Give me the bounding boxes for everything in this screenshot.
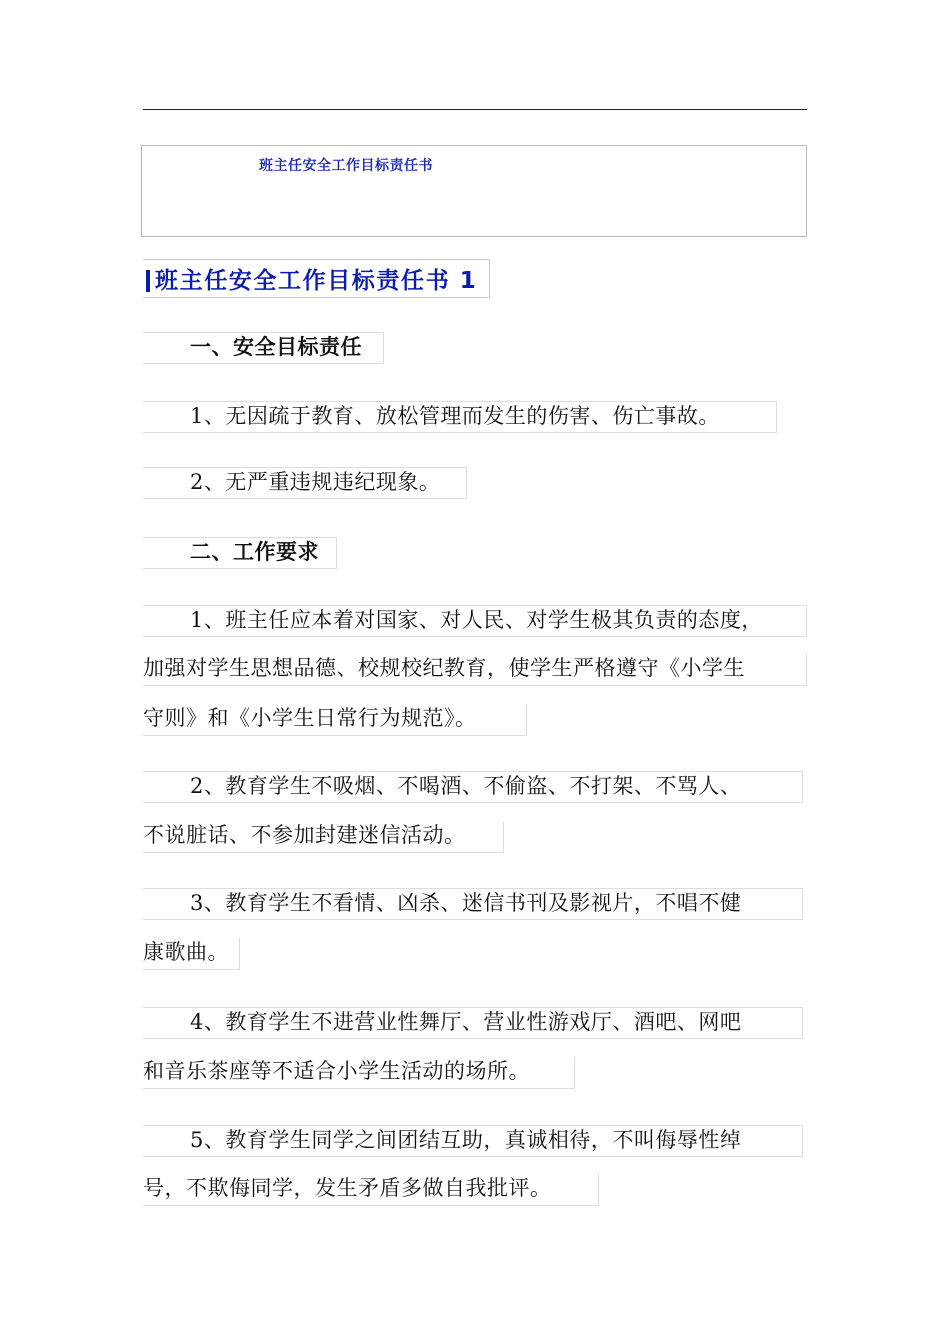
paragraph-line: 1、无因疏于教育、放松管理而发生的伤害、伤亡事故。 [143, 401, 777, 433]
document-title: 班主任安全工作目标责任书 1 [155, 268, 478, 294]
paragraph-line: 3、教育学生不看情、凶杀、迷信书刊及影视片，不唱不健 [143, 888, 803, 920]
paragraph-line: 5、教育学生同学之间团结互助，真诚相待，不叫侮辱性绰 [143, 1125, 803, 1157]
paragraph-line: 4、教育学生不进营业性舞厅、营业性游戏厅、酒吧、网吧 [143, 1007, 803, 1039]
running-header-title: 班主任安全工作目标责任书 [259, 158, 433, 174]
header-rule [143, 109, 807, 110]
section-heading: 一、安全目标责任 [143, 332, 384, 364]
paragraph-line: 1、班主任应本着对国家、对人民、对学生极其负责的态度， [143, 605, 807, 637]
paragraph-line: 2、教育学生不吸烟、不喝酒、不偷盗、不打架、不骂人、 [143, 771, 803, 803]
paragraph-line: 和音乐茶座等不适合小学生活动的场所。 [143, 1057, 575, 1089]
paragraph-line: 康歌曲。 [143, 938, 240, 970]
paragraph-line: 2、无严重违规违纪现象。 [143, 467, 467, 499]
paragraph-line: 不说脏话、不参加封建迷信活动。 [143, 821, 504, 853]
paragraph-line: 加强对学生思想品德、校规校纪教育，使学生严格遵守《小学生 [143, 654, 807, 686]
paragraph-line: 守则》和《小学生日常行为规范》。 [143, 704, 527, 736]
paragraph-line: 号，不欺侮同学，发生矛盾多做自我批评。 [143, 1174, 599, 1206]
title-marker [146, 270, 150, 292]
running-header-box [141, 145, 807, 237]
section-heading: 二、工作要求 [143, 537, 337, 569]
